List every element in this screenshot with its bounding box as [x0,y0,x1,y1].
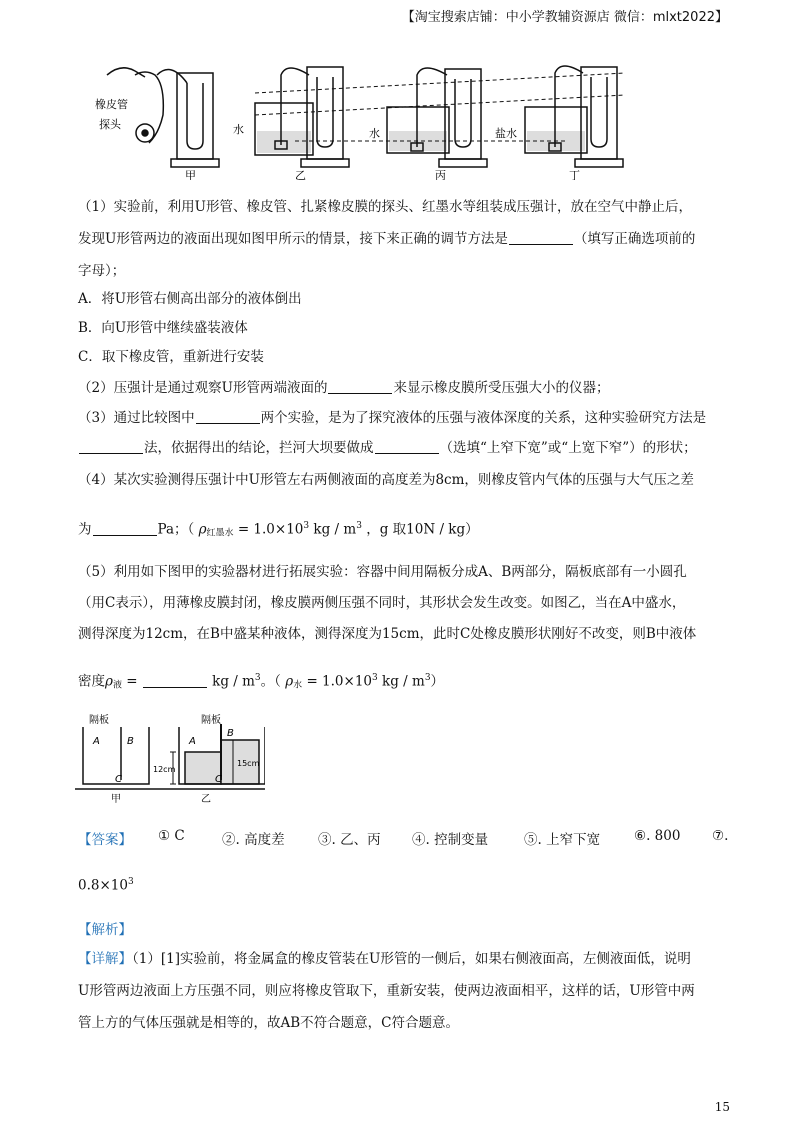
label-A: A [93,736,100,747]
label-C2: C [215,774,222,785]
answer-2: ②. 高度差 [222,832,285,848]
answer-blank-2[interactable] [328,379,392,394]
q3-line1: （3）通过比较图中 两个实验，是为了探究液体的压强与液体深度的关系，这种实验研究方法是 [78,410,707,426]
caption-jia: 甲 [185,169,196,180]
caption-ding: 丁 [569,169,580,180]
figure-pressure-gauge [95,55,650,180]
option-c: C．取下橡皮管，重新进行安装 [78,349,264,365]
partition-label-a: 隔板 [89,715,109,726]
depth-15cm: 15cm [237,759,260,768]
answer-1: ① C [158,828,185,844]
analysis-line3: 管上方的气体压强就是相等的，故AB不符合题意，C符合题意。 [78,1015,459,1031]
q1-line3: 字母）； [78,263,126,279]
caption-jia-2: 甲 [111,794,121,804]
answer-blank-1[interactable] [509,230,573,245]
option-a: A．将U形管右侧高出部分的液体倒出 [78,291,302,307]
label-water-b: 水 [233,123,244,136]
page-number: 15 [714,1100,730,1114]
caption-yi-2: 乙 [201,794,211,804]
answer-7: ⑦. [712,828,729,844]
answer-blank-5[interactable] [375,439,439,454]
answer-blank-3[interactable] [196,409,260,424]
answer-tag: 【答案】 [78,832,132,848]
label-B2: B [227,728,234,739]
label-saltwater: 盐水 [495,127,517,140]
page-header: 【淘宝搜索店铺：中小学教辅资源店 微信：mlxt2022】 [401,10,728,25]
q1-line1: （1）实验前，利用U形管、橡皮管、扎紧橡皮膜的探头、红墨水等组装成压强计，放在空气中静止后， [78,199,692,215]
caption-bing: 丙 [435,169,446,180]
answer-blank-4[interactable] [79,439,143,454]
caption-yi: 乙 [295,169,306,180]
answer-4: ④. 控制变量 [412,832,489,848]
q1-line2: 发现U形管两边的液面出现如图甲所示的情景，接下来正确的调节方法是 （填写正确选项前的 [78,231,696,247]
analysis-tag: 【解析】 [78,922,132,938]
partition-label-b: 隔板 [201,715,221,726]
q5-line2: （用C表示），用薄橡皮膜封闭，橡皮膜两侧压强不同时，其形状会发生改变。如图乙，当在A中盛水， [78,595,686,611]
figure-partition-container [75,712,265,804]
depth-12cm: 12cm [153,765,176,774]
analysis-line2: U形管两边液面上方压强不同，则应将橡皮管取下，重新安装，使两边液面相平，这样的话，U形管中两 [78,983,695,999]
label-C: C [115,774,122,785]
analysis-line1: 【详解】（1）[1]实验前，将金属盒的橡皮管装在U形管的一侧后，如果右侧液面高，左侧液面低，说明 [78,951,691,967]
q5-line4: 密度$\rho_液$ = kg / $m^3$。（ $\rho_水 = 1.0\times 10^3$ kg / $m^3$） [78,673,445,691]
label-rubber-tube: 橡皮管 [95,98,128,111]
q3-line2: 法，依据得出的结论，拦河大坝要做成 （选填“上窄下宽”或“上宽下窄”）的形状； [78,438,697,458]
label-A2: A [189,736,196,747]
answer-7-value: $0.8\times 10^3$ [78,877,134,894]
q4-line2: 为 Pa；（ $\rho_{红墨水} = 1.0\times 10^3$ kg / $m^3$ ，g 取10N / kg） [78,521,479,539]
answer-6: ⑥. 800 [634,828,681,844]
q2-line: （2）压强计是通过观察U形管两端液面的 来显示橡皮膜所受压强大小的仪器； [78,380,610,396]
answer-blank-7[interactable] [143,673,207,688]
q5-line3: 测得深度为12cm，在B中盛某种液体，测得深度为15cm，此时C处橡皮膜形状刚好不改变，则B中液体 [78,626,697,642]
label-probe: 探头 [99,118,121,131]
q4-line1: （4）某次实验测得压强计中U形管左右两侧液面的高度差为8cm，则橡皮管内气体的压强与大气压之差 [78,472,694,488]
q5-line1: （5）利用如下图甲的实验器材进行拓展实验：容器中间用隔板分成A、B两部分，隔板底部有一小圆孔 [78,564,687,580]
answer-5: ⑤. 上窄下宽 [524,832,601,848]
answer-3: ③. 乙、丙 [318,832,381,848]
option-b: B．向U形管中继续盛装液体 [78,320,248,336]
answer-blank-6[interactable] [93,521,157,536]
label-water-c: 水 [369,127,380,140]
label-B: B [127,736,134,747]
